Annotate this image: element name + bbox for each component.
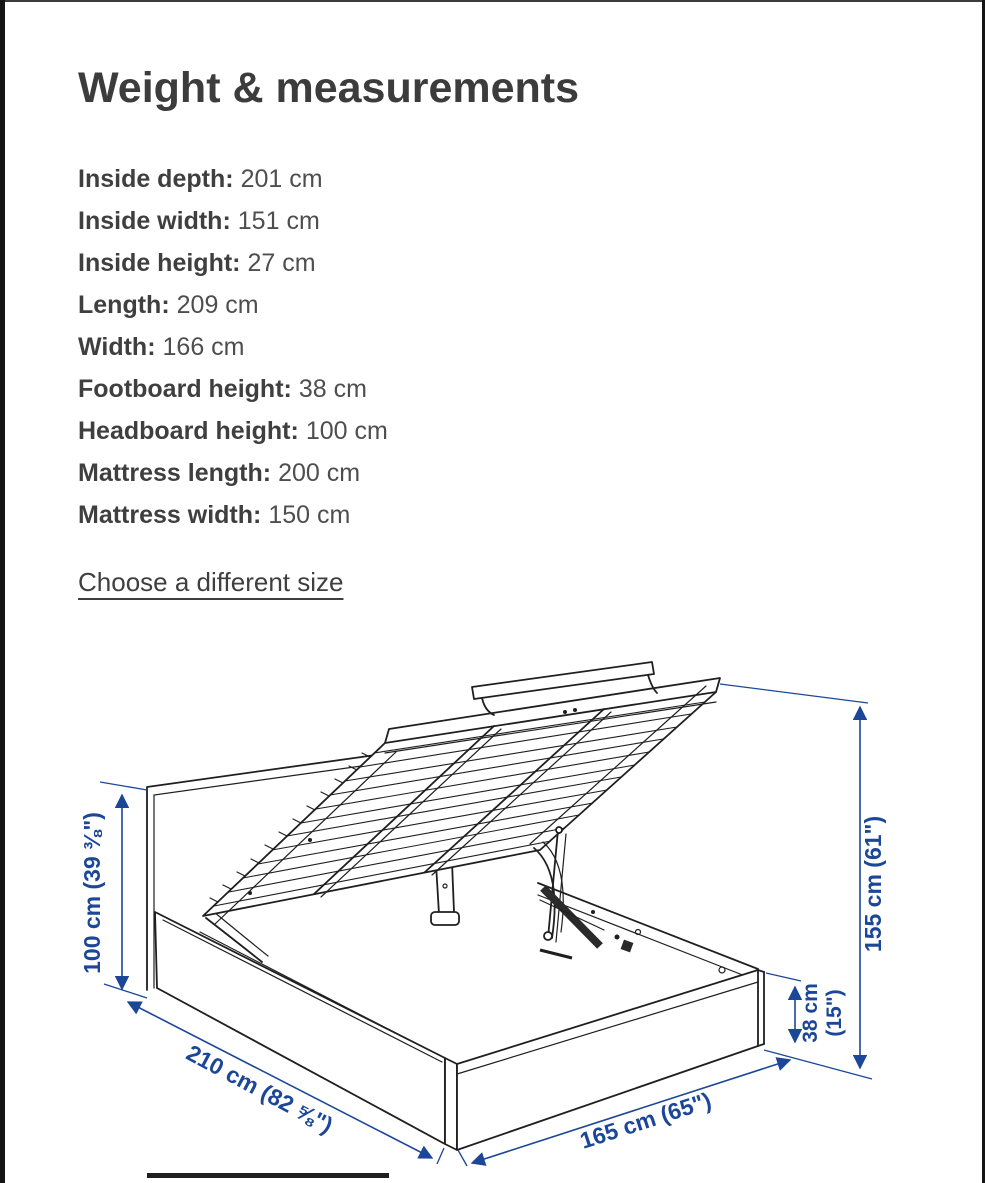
measurement-label: Inside depth:	[78, 165, 234, 193]
measurement-label: Inside height:	[78, 249, 241, 277]
measurement-value: 100 cm	[305, 417, 388, 445]
measurement-label: Width:	[78, 333, 156, 361]
measurement-label: Headboard height:	[78, 417, 299, 445]
dimension-footboard-height	[766, 973, 846, 1043]
width-label: 165 cm (65")	[576, 1086, 715, 1154]
total-height-label: 155 cm (61")	[860, 815, 886, 953]
measurement-value: 201 cm	[240, 165, 323, 193]
measurement-label: Mattress length:	[78, 459, 272, 487]
length-label: 210 cm (82 ⅝")	[182, 1039, 338, 1139]
measurement-value: 151 cm	[237, 207, 320, 235]
measurement-value: 209 cm	[176, 291, 259, 319]
measurement-label: Length:	[78, 291, 170, 319]
headboard-height-label: 100 cm (39 ⅜")	[79, 812, 105, 974]
measurement-label: Footboard height:	[78, 375, 292, 403]
choose-different-size-link[interactable]: Choose a different size	[78, 567, 344, 597]
measurement-value: 27 cm	[247, 249, 316, 277]
measurement-value: 150 cm	[268, 501, 351, 529]
section-title: Weight & measurements	[78, 64, 580, 112]
footboard-height-label-line1: 38 cm	[799, 983, 822, 1043]
measurement-value: 38 cm	[298, 375, 367, 403]
measurement-value: 166 cm	[162, 333, 245, 361]
measurement-value: 200 cm	[278, 459, 361, 487]
measurement-label: Mattress width:	[78, 501, 262, 529]
dimension-headboard-height	[79, 782, 147, 998]
cropped-element-below	[147, 1173, 389, 1178]
measurement-label: Inside width:	[78, 207, 231, 235]
footboard-height-label-line2: (15")	[823, 989, 846, 1037]
